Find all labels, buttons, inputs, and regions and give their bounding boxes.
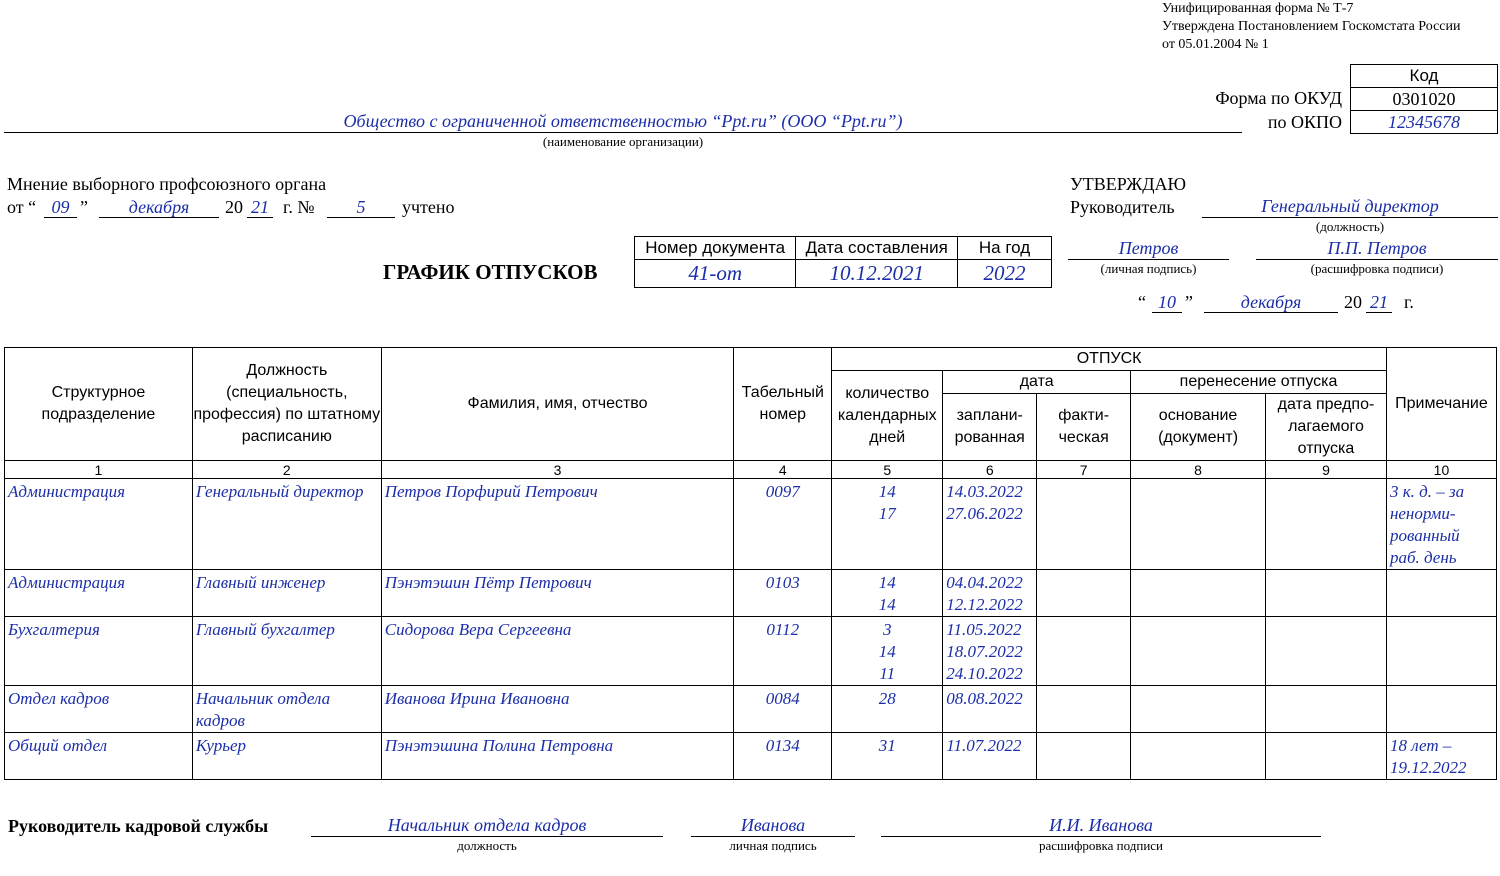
col-number: 8 xyxy=(1131,461,1266,479)
table-row xyxy=(5,733,1497,780)
approval-year-prefix: 20 xyxy=(1344,292,1362,312)
cell-basis xyxy=(1131,570,1266,617)
header-expected: дата предпо-лагаемого отпуска xyxy=(1266,394,1387,461)
col-number: 3 xyxy=(381,461,734,479)
days-value: 3 xyxy=(883,620,892,639)
header-division: Структурное подразделение xyxy=(5,348,193,461)
document-meta-table xyxy=(634,236,1052,288)
cell-note xyxy=(1386,686,1496,733)
cell-tab: 0097 xyxy=(734,479,832,570)
cell-tab: 0112 xyxy=(734,617,832,686)
planned-date: 12.12.2022 xyxy=(946,595,1023,614)
codes-header: Код xyxy=(1351,65,1498,88)
union-day: 09 xyxy=(51,197,70,217)
approval-decoding: П.П. Петров xyxy=(1327,238,1427,258)
cell-note xyxy=(1386,570,1496,617)
days-value: 11 xyxy=(879,664,896,683)
approval-signature-caption: (личная подпись) xyxy=(1100,261,1197,276)
days-value: 14 xyxy=(878,595,896,614)
cell-note: 18 лет – 19.12.2022 xyxy=(1386,733,1496,780)
days-value: 14 xyxy=(878,482,896,501)
approval-position-caption: (должность) xyxy=(1315,219,1385,234)
form-line-2: Утверждена Постановлением Госкомстата России xyxy=(1162,19,1461,34)
footer-decoding: И.И. Иванова xyxy=(1049,815,1153,835)
cell-tab: 0103 xyxy=(734,570,832,617)
cell-basis xyxy=(1131,733,1266,780)
header-position: Должность (специальность, профессия) по штатному расписанию xyxy=(192,348,381,461)
days-value: 31 xyxy=(878,736,896,755)
union-quote-close: ” xyxy=(80,197,88,217)
cell-actual xyxy=(1037,570,1131,617)
doc-date-header: Дата составления xyxy=(796,237,958,260)
union-status: учтено xyxy=(402,197,455,217)
cell-expected xyxy=(1266,570,1387,617)
days-value: 28 xyxy=(878,689,896,708)
union-from: от “ xyxy=(7,197,37,217)
planned-date: 11.07.2022 xyxy=(946,736,1022,755)
cell-actual xyxy=(1037,479,1131,570)
footer-position: Начальник отдела кадров xyxy=(387,815,587,835)
cell-position: Курьер xyxy=(192,733,381,780)
col-number: 1 xyxy=(5,461,193,479)
cell-expected xyxy=(1266,733,1387,780)
footer-signature: Иванова xyxy=(740,815,806,835)
cell-planned xyxy=(943,570,1037,617)
planned-date: 24.10.2022 xyxy=(946,664,1023,683)
cell-actual xyxy=(1037,686,1131,733)
org-line xyxy=(4,132,1242,133)
org-name: Общество с ограниченной ответственностью “Ppt.ru” (ООО “Ppt.ru”) xyxy=(343,111,903,131)
col-number: 9 xyxy=(1266,461,1387,479)
footer-signature-line xyxy=(691,836,855,837)
header-date: дата xyxy=(943,371,1131,394)
cell-days xyxy=(832,733,943,780)
header-planned: заплани-рованная xyxy=(943,394,1037,461)
cell-note xyxy=(1386,617,1496,686)
page-title: ГРАФИК ОТПУСКОВ xyxy=(383,260,598,284)
doc-number-header: Номер документа xyxy=(635,237,796,260)
approval-month: декабря xyxy=(1240,292,1302,312)
col-number: 7 xyxy=(1037,461,1131,479)
col-number: 10 xyxy=(1386,461,1496,479)
days-value: 17 xyxy=(878,504,896,523)
table-row xyxy=(5,479,1497,570)
header-days: количество календарных дней xyxy=(832,371,943,461)
cell-actual xyxy=(1037,617,1131,686)
union-year-suffix: 21 xyxy=(251,197,269,217)
approval-decoding-caption: (расшифровка подписи) xyxy=(1310,261,1444,276)
cell-planned xyxy=(943,733,1037,780)
vacation-table xyxy=(4,347,1497,780)
form-line-1: Унифицированная форма № Т-7 xyxy=(1162,1,1354,16)
doc-date: 10.12.2021 xyxy=(796,260,958,288)
cell-basis xyxy=(1131,686,1266,733)
cell-division: Бухгалтерия xyxy=(5,617,193,686)
header-vacation: ОТПУСК xyxy=(832,348,1387,371)
cell-position: Главный бухгалтер xyxy=(192,617,381,686)
col-number: 6 xyxy=(943,461,1037,479)
cell-division: Администрация xyxy=(5,479,193,570)
cell-days xyxy=(832,617,943,686)
approval-quote-close: ” xyxy=(1185,292,1193,312)
header-transfer: перенесение отпуска xyxy=(1131,371,1387,394)
cell-name: Иванова Ирина Ивановна xyxy=(381,686,734,733)
cell-basis xyxy=(1131,479,1266,570)
planned-date: 08.08.2022 xyxy=(946,689,1023,708)
cell-basis xyxy=(1131,617,1266,686)
cell-division: Отдел кадров xyxy=(5,686,193,733)
planned-date: 27.06.2022 xyxy=(946,504,1023,523)
cell-position: Генеральный директор xyxy=(192,479,381,570)
approval-signature: Петров xyxy=(1118,238,1179,258)
header-actual: факти-ческая xyxy=(1037,394,1131,461)
cell-name: Пэнэтэшина Полина Петровна xyxy=(381,733,734,780)
cell-name: Пэнэтэшин Пётр Петрович xyxy=(381,570,734,617)
footer-position-line xyxy=(311,836,663,837)
approval-quote-open: “ xyxy=(1138,292,1146,312)
form-line-3: от 05.01.2004 № 1 xyxy=(1162,37,1269,52)
cell-planned xyxy=(943,617,1037,686)
table-row xyxy=(5,570,1497,617)
okud-label: Форма по ОКУД xyxy=(1215,88,1342,108)
approval-decoding-line xyxy=(1256,259,1498,260)
header-note: Примечание xyxy=(1386,348,1496,461)
cell-expected xyxy=(1266,617,1387,686)
doc-number: 41-от xyxy=(635,260,796,288)
approval-position-line xyxy=(1202,217,1498,218)
col-number: 4 xyxy=(734,461,832,479)
doc-year: 2022 xyxy=(958,260,1052,288)
cell-days xyxy=(832,479,943,570)
approval-position: Генеральный директор xyxy=(1261,196,1439,216)
union-number: 5 xyxy=(356,197,366,217)
cell-planned xyxy=(943,479,1037,570)
header-tab: Табельный номер xyxy=(734,348,832,461)
footer-signature-caption: личная подпись xyxy=(729,838,817,853)
cell-tab: 0134 xyxy=(734,733,832,780)
approval-g: г. xyxy=(1404,292,1414,312)
cell-expected xyxy=(1266,479,1387,570)
table-row xyxy=(5,617,1497,686)
okpo-value: 12345678 xyxy=(1351,111,1498,134)
approval-day: 10 xyxy=(1158,292,1176,312)
org-caption: (наименование организации) xyxy=(542,134,704,149)
doc-year-header: На год xyxy=(958,237,1052,260)
cell-name: Сидорова Вера Сергеевна xyxy=(381,617,734,686)
days-value: 14 xyxy=(878,642,896,661)
approval-signature-line xyxy=(1068,259,1229,260)
union-title: Мнение выборного профсоюзного органа xyxy=(7,174,327,194)
col-number: 5 xyxy=(832,461,943,479)
cell-position: Главный инженер xyxy=(192,570,381,617)
cell-name: Петров Порфирий Петрович xyxy=(381,479,734,570)
cell-tab: 0084 xyxy=(734,686,832,733)
footer-decoding-caption: расшифровка подписи xyxy=(1038,838,1164,853)
cell-planned xyxy=(943,686,1037,733)
okud-value: 0301020 xyxy=(1351,88,1498,111)
footer-label: Руководитель кадровой службы xyxy=(8,816,269,836)
union-month: декабря xyxy=(128,197,190,217)
cell-days xyxy=(832,570,943,617)
approval-year-suffix: 21 xyxy=(1370,292,1388,312)
cell-days xyxy=(832,686,943,733)
planned-date: 14.03.2022 xyxy=(946,482,1023,501)
okpo-label: по ОКПО xyxy=(1267,112,1342,132)
planned-date: 04.04.2022 xyxy=(946,573,1023,592)
approval-title: УТВЕРЖДАЮ xyxy=(1070,174,1187,194)
cell-division: Общий отдел xyxy=(5,733,193,780)
cell-actual xyxy=(1037,733,1131,780)
footer-position-caption: должность xyxy=(457,838,517,853)
col-number: 2 xyxy=(192,461,381,479)
union-g-no: г. № xyxy=(283,197,315,217)
cell-note: 3 к. д. – за ненорми-рованный раб. день xyxy=(1386,479,1496,570)
approval-role: Руководитель xyxy=(1070,197,1175,217)
form-header xyxy=(1162,0,1461,54)
cell-division: Администрация xyxy=(5,570,193,617)
planned-date: 11.05.2022 xyxy=(946,620,1022,639)
union-year-prefix: 20 xyxy=(225,197,243,217)
planned-date: 18.07.2022 xyxy=(946,642,1023,661)
codes-table xyxy=(1350,64,1498,134)
table-row xyxy=(5,686,1497,733)
header-basis: основание (документ) xyxy=(1131,394,1266,461)
cell-expected xyxy=(1266,686,1387,733)
header-name: Фамилия, имя, отчество xyxy=(381,348,734,461)
footer-decoding-line xyxy=(881,836,1321,837)
cell-position: Начальник отдела кадров xyxy=(192,686,381,733)
days-value: 14 xyxy=(878,573,896,592)
